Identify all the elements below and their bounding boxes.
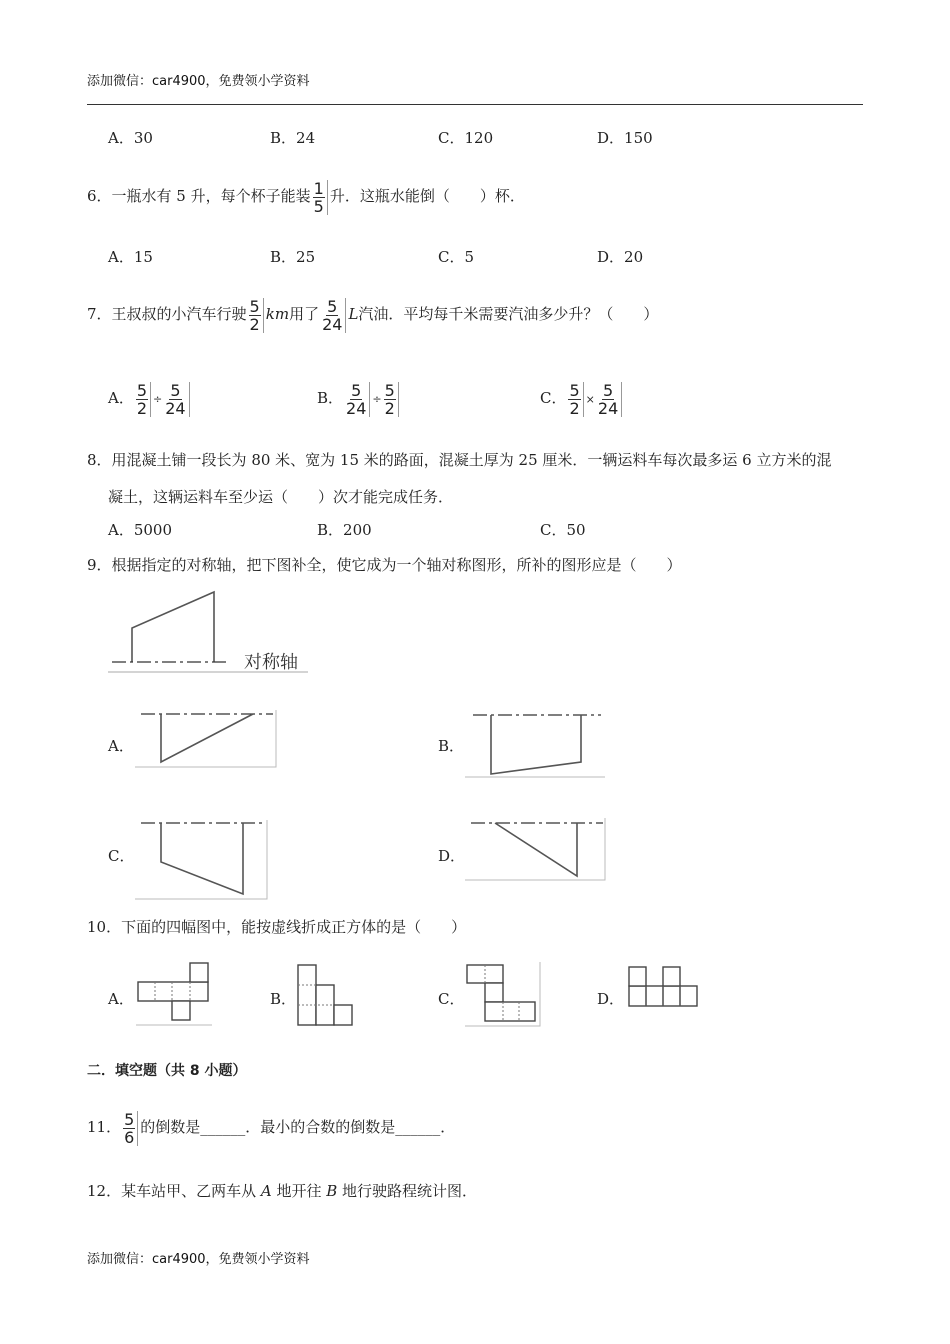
question-7	[87, 294, 658, 334]
q10-option-c-label[interactable]: C．	[438, 990, 465, 1008]
q9-option-d-figure[interactable]	[465, 818, 607, 882]
q7-unit-km: km	[265, 305, 290, 323]
q5-option-c[interactable]: C．120	[438, 129, 494, 147]
q10-option-b-net[interactable]	[296, 962, 356, 1028]
q6-fraction: $\frac{1}{5}$	[313, 180, 328, 215]
q5-option-a[interactable]: A．30	[108, 129, 153, 147]
q10-option-b-label[interactable]: B．	[270, 990, 297, 1008]
q12-point-a: A	[260, 1182, 272, 1200]
q9-option-a-figure[interactable]	[135, 710, 277, 770]
q8-option-a[interactable]: A．5000	[108, 521, 173, 539]
q9-text: 9．根据指定的对称轴，把下图补全，使它成为一个轴对称图形，所补的图形应是（ ）	[87, 556, 682, 574]
header-rule	[87, 104, 863, 105]
q6-option-c[interactable]: C．5	[438, 248, 475, 266]
q7-prefix: 7．王叔叔的小汽车行驶	[87, 305, 247, 323]
question-6	[87, 176, 525, 216]
q6-option-a[interactable]: A．15	[108, 248, 153, 266]
q7-fraction-fuel: $\frac{5}{24}$	[321, 298, 346, 333]
q9-option-a-label[interactable]: A．	[108, 737, 134, 755]
q7-option-b[interactable]: B． $\frac{5}{24}$ ÷ $\frac{5}{2}$	[317, 378, 401, 420]
q10-option-d-label[interactable]: D．	[597, 990, 625, 1008]
q7-suffix: 汽油．平均每千米需要汽油多少升？（ ）	[358, 305, 659, 323]
question-11	[87, 1106, 455, 1148]
q5-option-d[interactable]: D．150	[597, 129, 653, 147]
q12-point-b: B	[326, 1182, 338, 1200]
q10-option-a-label[interactable]: A．	[108, 990, 134, 1008]
q9-option-c-figure[interactable]	[135, 818, 269, 900]
q8-option-c[interactable]: C．50	[540, 521, 586, 539]
page-footer: 添加微信：car4900，免费领小学资料	[87, 1252, 310, 1267]
q11-fraction: $\frac{5}{6}$	[123, 1111, 138, 1146]
q6-text-before: 6．一瓶水有 5 升，每个杯子能装	[87, 187, 311, 205]
q9-option-b-figure[interactable]	[465, 710, 605, 778]
q10-option-d-net[interactable]	[627, 962, 701, 1012]
q7-option-c[interactable]: C． $\frac{5}{2}$ × $\frac{5}{24}$	[540, 378, 624, 420]
q11-text: 的倒数是______．最小的合数的倒数是______．	[140, 1118, 456, 1136]
q6-option-b[interactable]: B．25	[270, 248, 316, 266]
q9-option-b-label[interactable]: B．	[438, 737, 465, 755]
q8-line-2: 凝土，这辆运料车至少运（ ）次才能完成任务．	[108, 488, 454, 506]
q8-line-1: 8．用混凝土铺一段长为 80 米、宽为 15 米的路面，混凝土厚为 25 厘米．一辆运料车每次最多运 6 立方米的混	[87, 451, 832, 469]
q9-option-c-label[interactable]: C．	[108, 847, 135, 865]
q7-unit-l: L	[348, 305, 359, 323]
q10-option-c-net[interactable]	[465, 962, 543, 1028]
q7-option-a[interactable]: A． $\frac{5}{2}$ ÷ $\frac{5}{24}$	[108, 378, 192, 420]
question-12: 12．某车站甲、乙两车从 A 地开往 B 地行驶路程统计图．	[87, 1182, 478, 1200]
q9-axis-label: 对称轴	[244, 652, 298, 673]
section-2-title: 二．填空题（共 8 小题）	[87, 1063, 247, 1079]
q11-number: 11．	[87, 1118, 122, 1136]
page-header: 添加微信：car4900，免费领小学资料	[87, 74, 310, 89]
q7-mid: 用了	[289, 305, 320, 323]
q6-option-d[interactable]: D．20	[597, 248, 644, 266]
q9-option-d-label[interactable]: D．	[438, 847, 466, 865]
q10-text: 10．下面的四幅图中，能按虚线折成正方体的是（ ）	[87, 918, 467, 936]
q8-option-b[interactable]: B．200	[317, 521, 372, 539]
q5-option-b[interactable]: B．24	[270, 129, 316, 147]
q7-fraction-distance: $\frac{5}{2}$	[249, 298, 264, 333]
q6-text-after: 升．这瓶水能倒（ ）杯．	[329, 187, 525, 205]
q10-option-a-net[interactable]	[136, 962, 212, 1028]
